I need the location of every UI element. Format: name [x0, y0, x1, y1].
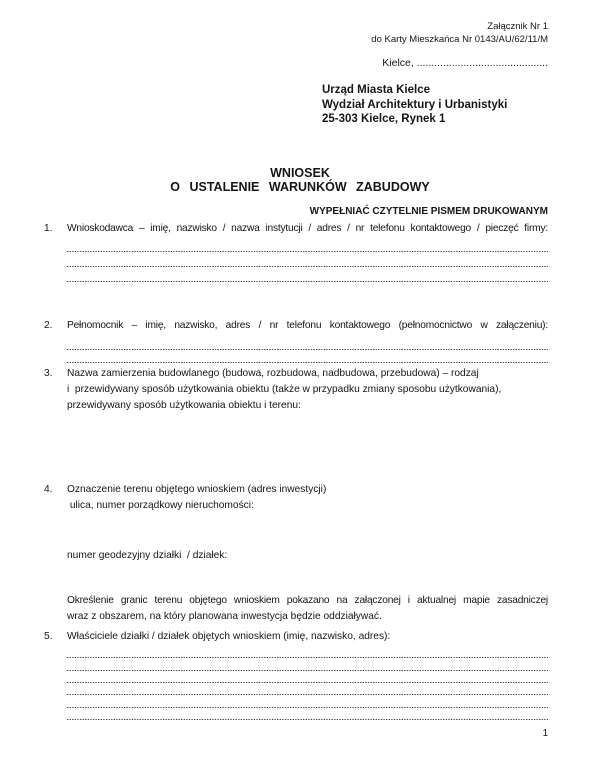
item-body: [67, 629, 548, 720]
item-body: [67, 318, 548, 363]
date-line: Kielce, .............................................: [382, 57, 548, 69]
office-name: Urząd Miasta Kielce: [322, 84, 431, 96]
fill-line: [67, 237, 548, 252]
form-title-line-1: WNIOSEK: [270, 166, 330, 180]
map-note-line: wraz z obszarem, na który planowana inwestycja będzie oddziaływać.: [67, 611, 382, 622]
fill-line: [67, 646, 548, 658]
office-street: 25-303 Kielce, Rynek 1: [322, 113, 446, 125]
item-number: 3.: [44, 368, 53, 379]
fill-lines: [67, 237, 548, 282]
fill-line: [67, 338, 548, 351]
page-number: 1: [542, 728, 548, 739]
form-item-owners: [44, 629, 548, 720]
item-label: Właściciele działki / działek objętych wnioskiem (imię, nazwisko, adres):: [67, 631, 391, 642]
fill-line: [67, 671, 548, 683]
form-item-proxy: [44, 318, 548, 363]
item-text-line: Nazwa zamierzenia budowlanego (budowa, rozbudowa, nadbudowa, przebudowa) – rodzaj: [67, 368, 479, 379]
map-note: [67, 593, 548, 625]
form-item-applicant: [44, 221, 548, 282]
item-text-line: ulica, numer porządkowy nieruchomości:: [67, 500, 254, 511]
item-number: 5.: [44, 631, 53, 642]
item-label: Wnioskodawca – imię, nazwisko / nazwa instytucji / adres / nr telefonu kontaktowego / pieczęć firmy:: [67, 223, 548, 234]
fill-line: [67, 267, 548, 282]
fill-line: [67, 683, 548, 695]
form-item-site-designation: [44, 482, 548, 625]
fill-instruction: WYPEŁNIAĆ CZYTELNIE PISMEM DRUKOWANYM: [309, 206, 548, 217]
map-note-line: Określenie granic terenu objętego wnioskiem pokazano na załączonej i aktualnej mapie zasadniczej: [67, 595, 548, 606]
fill-line: [67, 696, 548, 708]
fill-lines: [67, 338, 548, 363]
item-text-line: i przewidywany sposób użytkowania obiektu (także w przypadku zmiany sposobu użytkowania),: [67, 384, 502, 395]
attachment-note: [371, 20, 548, 46]
item-label: Pełnomocnik – imię, nazwisko, adres / nr telefonu kontaktowego (pełnomocnictwo w załączeniu):: [67, 320, 548, 331]
form-title: [0, 166, 600, 194]
plot-number-label: numer geodezyjny działki / działek:: [67, 550, 228, 561]
fill-line: [67, 658, 548, 670]
item-number: 4.: [44, 484, 53, 495]
fill-line: [67, 252, 548, 267]
item-text-line: Oznaczenie terenu objętego wnioskiem (adres inwestycji): [67, 484, 327, 495]
form-item-project-name: [44, 366, 548, 414]
fill-lines: [67, 646, 548, 720]
office-department: Wydział Architektury i Urbanistyki: [322, 98, 508, 111]
item-body: [67, 366, 548, 414]
item-body: [67, 482, 548, 625]
item-number: 1.: [44, 223, 53, 234]
attachment-line-1: Załącznik Nr 1: [487, 21, 548, 32]
item-text-line: przewidywany sposób użytkowania obiektu i terenu:: [67, 400, 301, 411]
fill-line: [67, 351, 548, 364]
attachment-line-2: do Karty Mieszkańca Nr 0143/AU/62/11/M: [371, 34, 548, 45]
item-number: 2.: [44, 320, 53, 331]
item-body: [67, 221, 548, 282]
office-address: [322, 83, 507, 127]
form-title-line-2: O USTALENIE WARUNKÓW ZABUDOWY: [170, 180, 430, 194]
fill-line: [67, 708, 548, 720]
